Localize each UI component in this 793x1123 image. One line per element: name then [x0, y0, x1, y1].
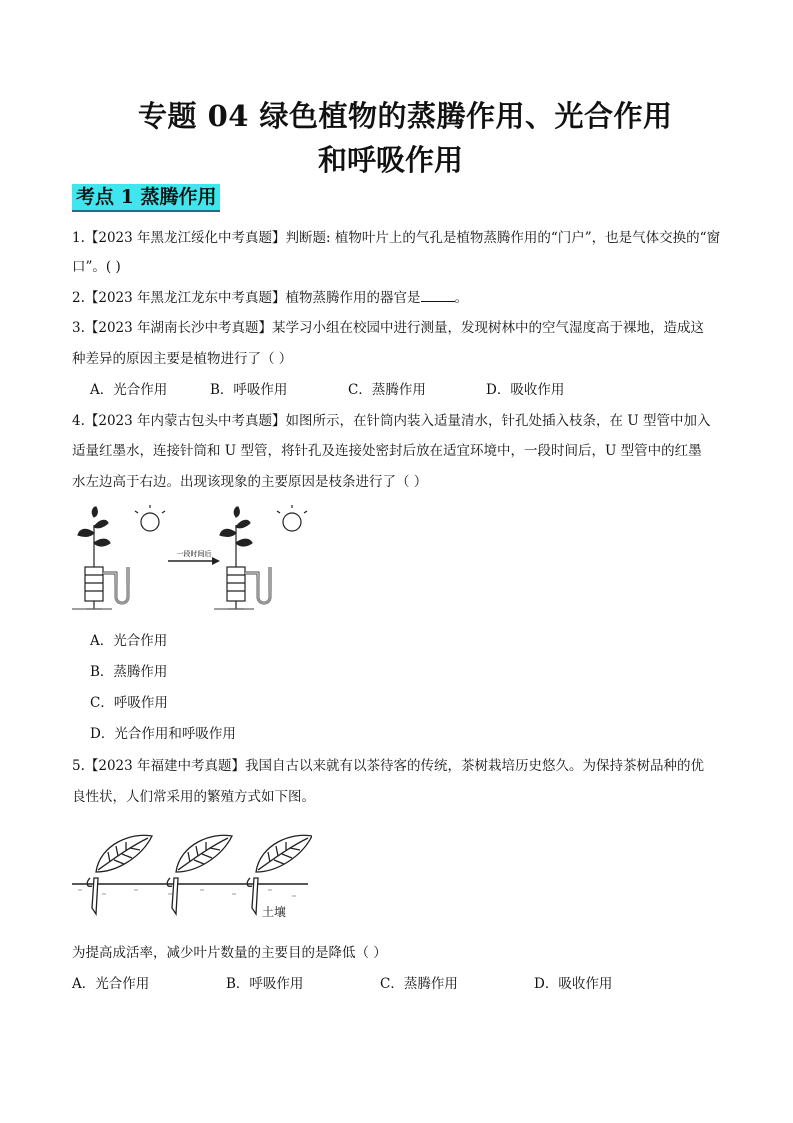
q4-option-a: A．光合作用: [90, 633, 168, 649]
q5-options: [72, 974, 612, 994]
q5-text-line-1: 5.【2023 年福建中考真题】我国自古以来就有以茶待客的传统，茶树栽培历史悠久。为保持茶树品种的优: [72, 758, 705, 774]
q3-option-d: D．吸收作用: [486, 382, 565, 398]
q3-options: [90, 380, 564, 400]
leaf-icon: [94, 539, 110, 546]
section-tag: 考点 1 蒸腾作用: [72, 184, 220, 212]
q3-text-line-1: 3.【2023 年湖南长沙中考真题】某学习小组在校园中进行测量，发现树林中的空气湿度高于裸地，造成这: [72, 320, 705, 336]
leaf-icon: [220, 529, 236, 536]
q4-time-arrow: [168, 549, 220, 565]
leaf-icon: [236, 539, 252, 546]
q4-apparatus-before: [72, 505, 165, 609]
q2-text: [72, 287, 468, 308]
q2-text-suffix: 。: [454, 290, 469, 306]
q4-option-b: B．蒸腾作用: [90, 664, 168, 680]
q5-text-line-3: 为提高成活率，减少叶片数量的主要目的是降低（ ）: [72, 945, 387, 961]
leaf-icon: [78, 529, 94, 536]
q4-option-c: C．呼吸作用: [90, 695, 168, 711]
leaf-icon: [94, 520, 108, 527]
q5-figure: [72, 822, 312, 922]
q1-text-line-2: 口”。( ): [72, 259, 121, 275]
q5-text-line-2: 良性状，人们常采用的繁殖方式如下图。: [72, 789, 315, 805]
q4-text-line-2: 适量红墨水，连接针筒和 U 型管，将针孔及连接处密封后放在适宜环境中，一段时间后，U 型管中的红墨: [72, 443, 702, 459]
q3-option-a: A．光合作用: [90, 382, 168, 398]
q4-figure: [72, 505, 312, 615]
leaf-icon: [236, 520, 250, 527]
q5-option-c: C．蒸腾作用: [380, 976, 458, 992]
q5-option-b: B．呼吸作用: [226, 976, 304, 992]
soil-label: 土壤: [262, 905, 287, 919]
q4-text-line-1: 4.【2023 年内蒙古包头中考真题】如图所示，在针筒内装入适量清水，针孔处插入枝条，在 U 型管中加入: [72, 413, 711, 429]
cutting-1: [87, 835, 152, 914]
q3-text-line-2: 种差异的原因主要是植物进行了（ ）: [72, 351, 293, 367]
page-title-line-1: 专题 04 绿色植物的蒸腾作用、光合作用: [138, 99, 673, 133]
q4-time-arrow-label: 一段时间后: [176, 550, 212, 558]
syringe-barrel: [227, 567, 245, 601]
cutting-2: [167, 835, 232, 914]
syringe-barrel: [85, 567, 103, 601]
cutting-3: [247, 835, 312, 914]
leaf-icon: [234, 507, 239, 517]
q3-option-b: B．呼吸作用: [210, 382, 288, 398]
q4-option-d: D．光合作用和呼吸作用: [90, 726, 236, 742]
q1-text-line-1: 1.【2023 年黑龙江绥化中考真题】判断题: 植物叶片上的气孔是植物蒸腾作用的“门户”，也是气体交换的“窗: [72, 230, 721, 246]
q2-text-prefix: 2.【2023 年黑龙江龙东中考真题】植物蒸腾作用的器官是: [72, 290, 421, 306]
q4-text-line-3: 水左边高于右边。出现该现象的主要原因是枝条进行了（ ）: [72, 474, 428, 490]
page-title-line-2: 和呼吸作用: [318, 143, 464, 177]
q3-option-c: C．蒸腾作用: [348, 382, 426, 398]
sun-icon: [283, 513, 301, 531]
q5-option-d: D．吸收作用: [534, 976, 613, 992]
q5-option-a: A．光合作用: [72, 976, 150, 992]
sun-icon: [141, 513, 159, 531]
q4-apparatus-after: [214, 505, 307, 609]
leaf-icon: [92, 507, 97, 517]
q2-answer-blank: [421, 287, 455, 302]
